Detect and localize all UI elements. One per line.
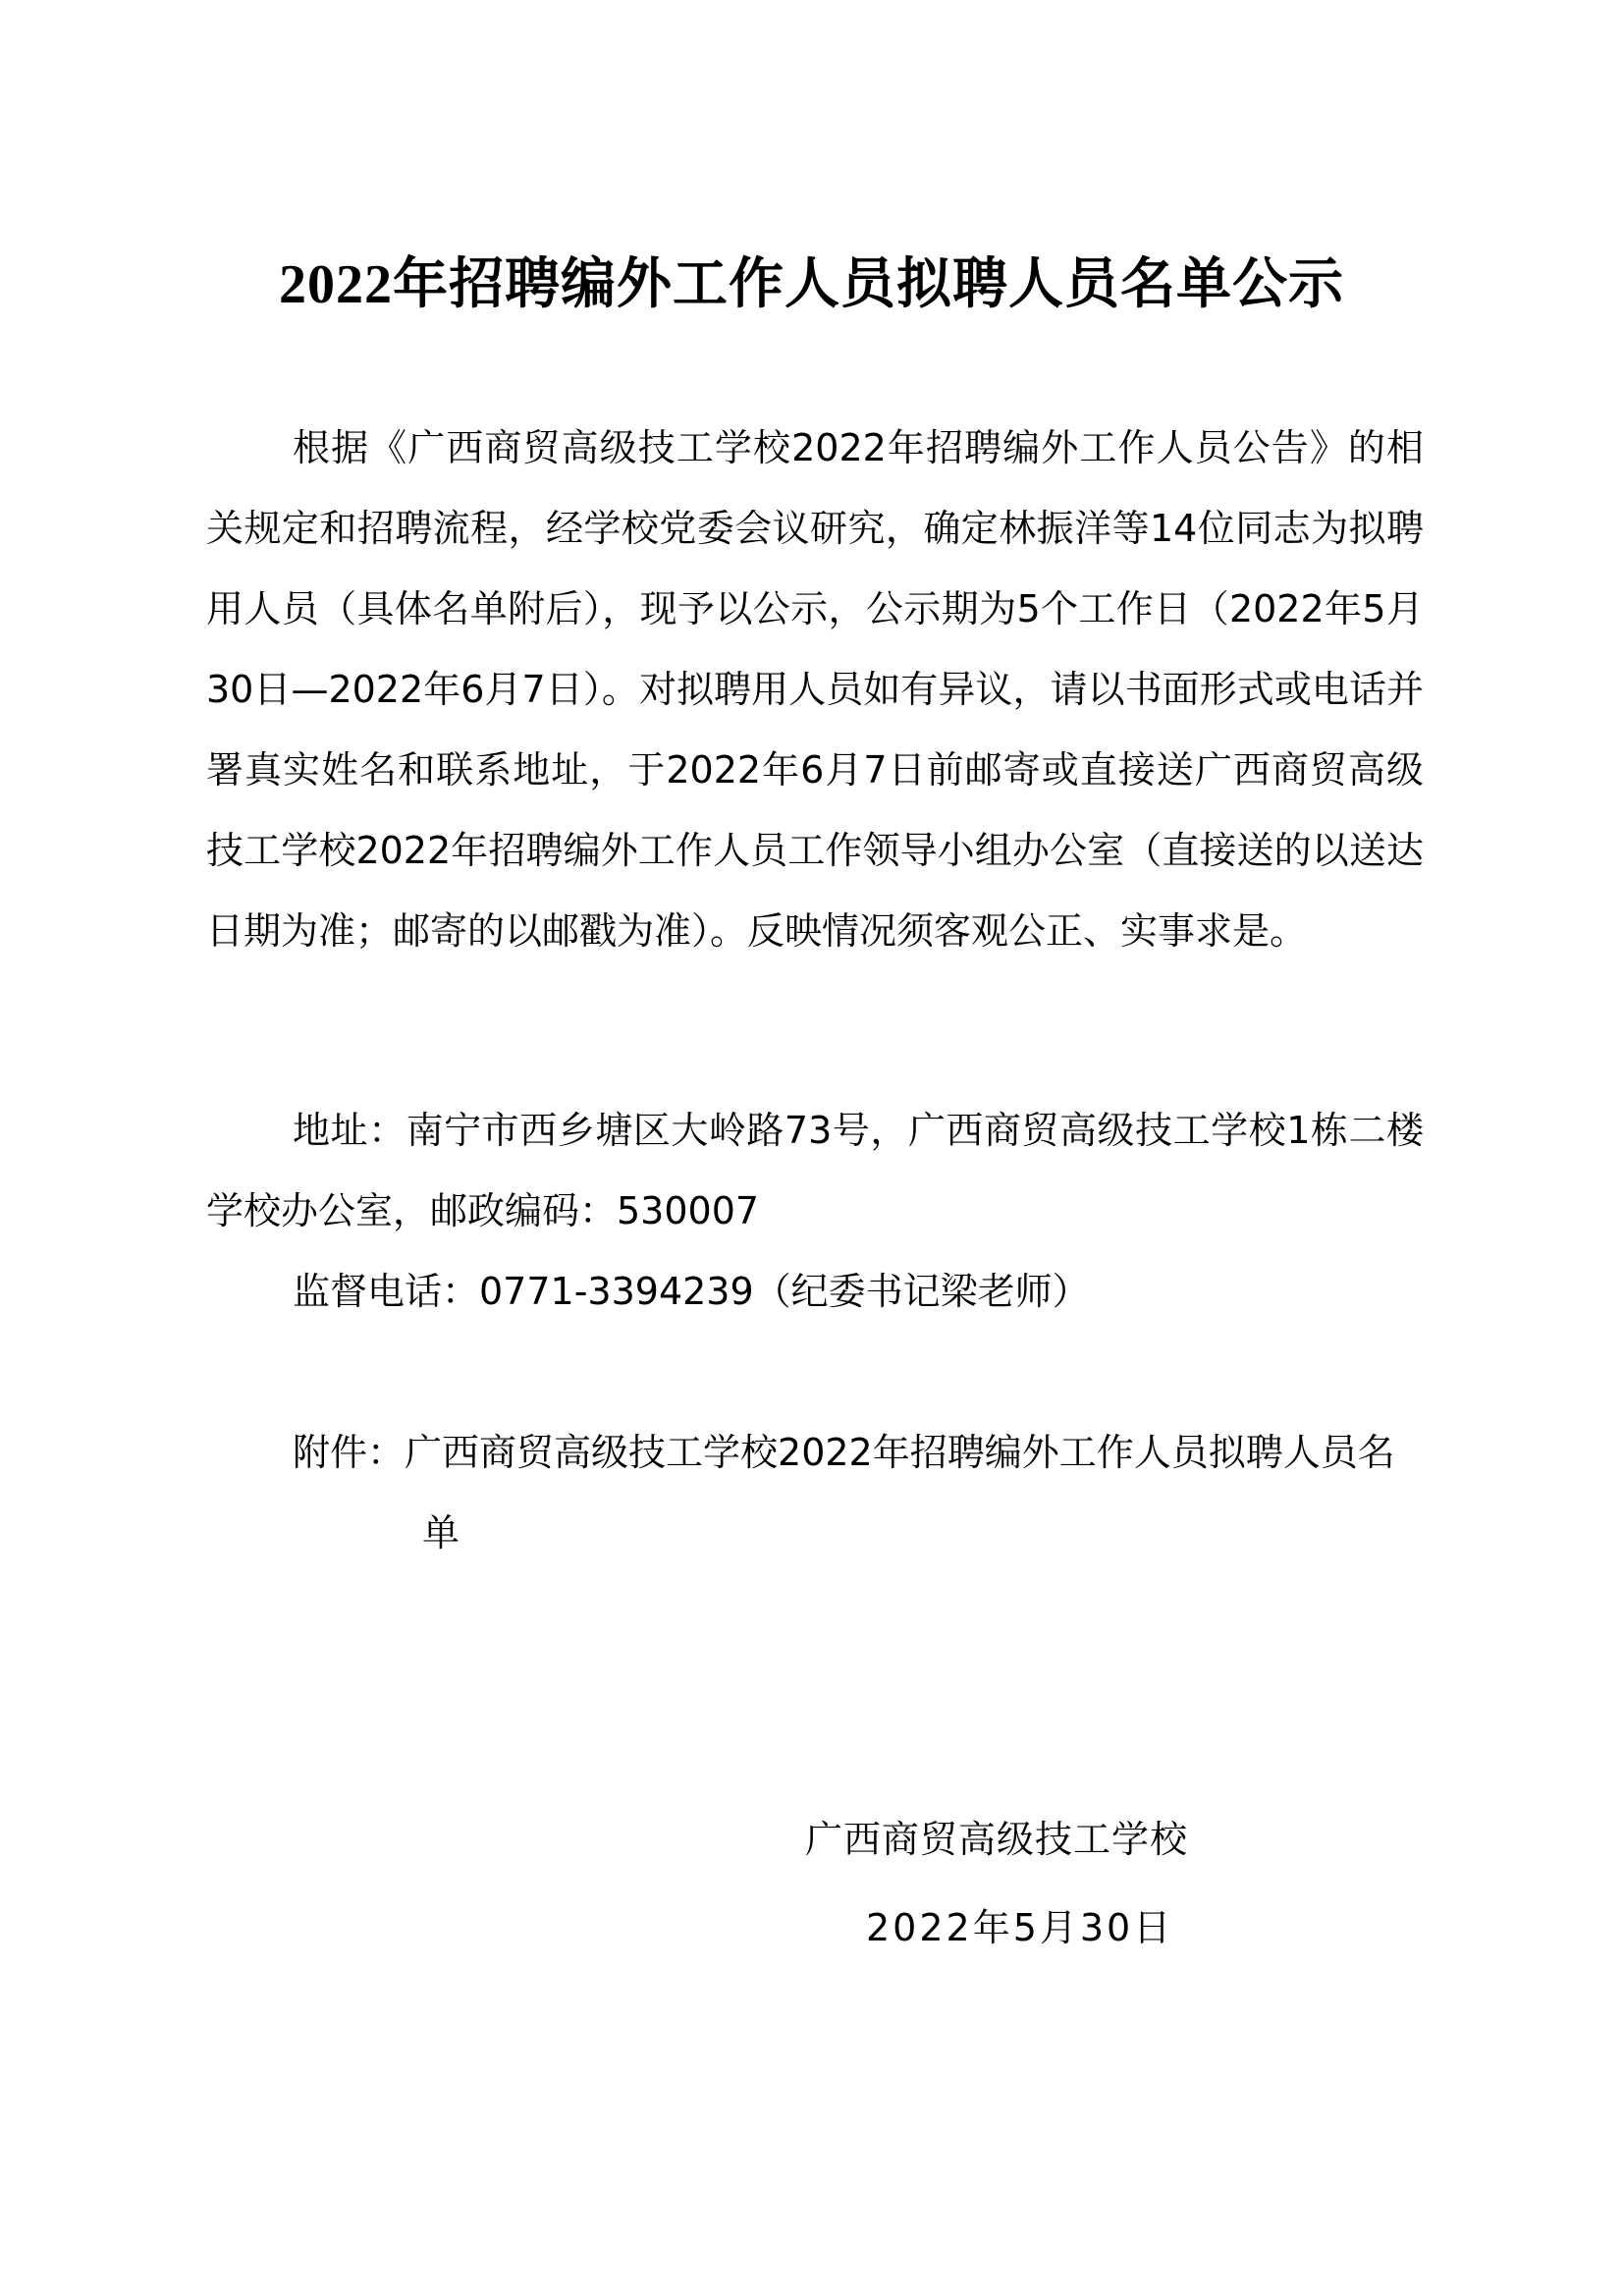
attachment-label: 附件： bbox=[293, 1431, 406, 1474]
attachment-note bbox=[293, 1412, 1424, 1573]
document-title: 2022年招聘编外工作人员拟聘人员名单公示 bbox=[279, 254, 1344, 315]
notice-paragraph: 根据《广西商贸高级技工学校2022年招聘编外工作人员公告》的相关规定和招聘流程，经学校党委会议研究，确定林振洋等14位同志为拟聘用人员（具体名单附后），现予以公示，公示期为5个工作日（2022年5月30日—2022年6月7日）。对拟聘用人员如有异议，请以书面形式或电话并署真实姓名和联系地址，于2022年6月7日前邮寄或直接送广西商贸高级技工学校2022年招聘编外工作人员工作领导小组办公室（直接送的以送达日期为准；邮寄的以邮戳为准）。反映情况须客观公正、实事求是。 bbox=[206, 426, 1424, 953]
attachment-title: 广西商贸高级技工学校2022年招聘编外工作人员拟聘人员名单 bbox=[405, 1431, 1395, 1555]
supervision-phone-paragraph: 监督电话：0771-3394239（纪委书记梁老师） bbox=[293, 1270, 1090, 1313]
signature-date: 2022年5月30日 bbox=[866, 1906, 1174, 1949]
signature-organization: 广西商贸高级技工学校 bbox=[805, 1818, 1189, 1861]
address-paragraph: 地址：南宁市西乡塘区大岭路73号，广西商贸高级技工学校1栋二楼学校办公室，邮政编码：530007 bbox=[206, 1109, 1424, 1232]
signature-block bbox=[805, 1795, 1355, 1972]
